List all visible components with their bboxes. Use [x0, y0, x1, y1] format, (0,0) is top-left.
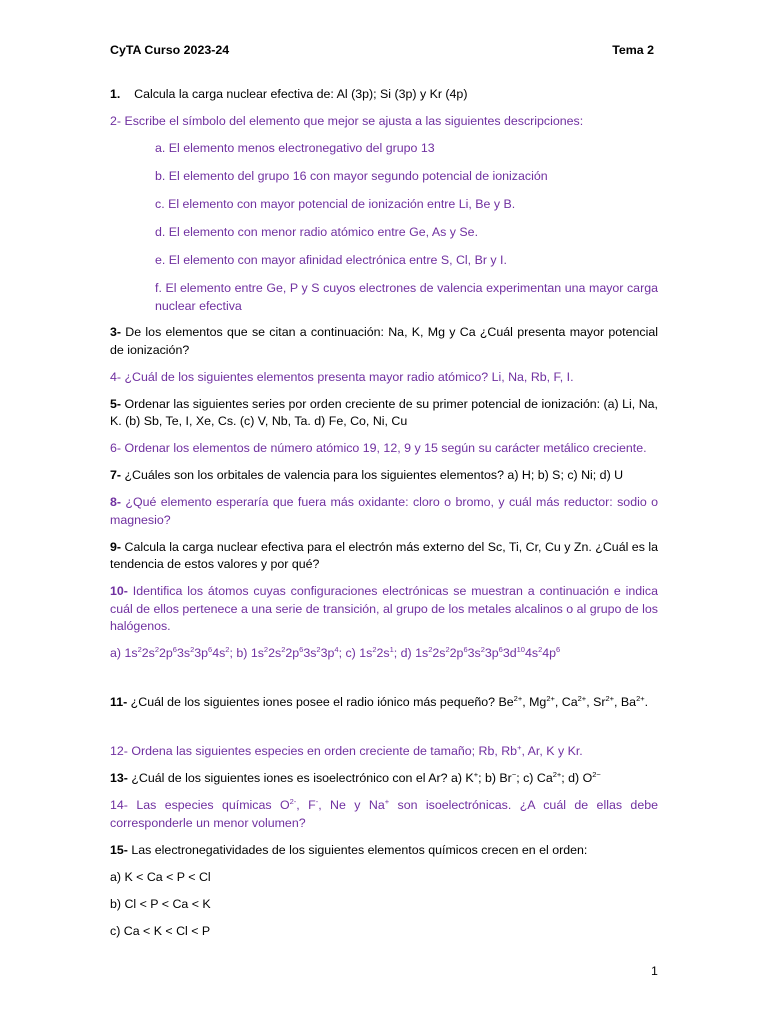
question-text: Ordenar las siguientes series por orden creciente de su primer potencial de ionización: (a) Li, Na, K. (b) Sb, Te, I, Xe, Cs. (c) V, Nb, Ta. d) Fe, Co, Ni, Cu — [110, 396, 658, 428]
superscript: 2 — [428, 644, 433, 654]
question-number: 12- — [110, 744, 128, 758]
question-number: 14- — [110, 798, 128, 812]
superscript: 2+ — [605, 693, 615, 703]
question-number: 15- — [110, 842, 128, 857]
superscript: 2+ — [513, 693, 523, 703]
question-2 — [110, 113, 658, 131]
orbital: 4s — [524, 646, 539, 660]
spacer — [110, 672, 658, 694]
header-topic: Tema 2 — [612, 43, 654, 57]
orbital: 3p — [320, 646, 335, 660]
question-text: Calcula la carga nuclear efectiva de: Al (3p); Si (3p) y Kr (4p) — [134, 87, 468, 101]
config-label: a) — [110, 646, 125, 660]
ion-symbol: Mg — [529, 695, 547, 709]
orbital: 1s — [124, 646, 138, 660]
question-7 — [110, 467, 658, 485]
question-number: 8- — [110, 495, 122, 509]
superscript: 2 — [480, 644, 485, 654]
question-10-configurations — [110, 645, 658, 663]
question-13 — [110, 770, 658, 788]
question-number: 9- — [110, 539, 122, 554]
orbital: 2p — [285, 646, 300, 660]
superscript: 2 — [445, 644, 450, 654]
electron-configurations — [110, 646, 560, 660]
ion-option: a) K — [450, 771, 474, 785]
question-15-option-c: c) Ca < K < Cl < P — [110, 923, 211, 938]
superscript: 2+ — [546, 693, 555, 703]
question-2-item-d: d. El elemento con menor radio atómico entre Ge, As y Se. — [155, 225, 479, 239]
question-number: 7- — [110, 468, 122, 482]
orbital: 1s — [250, 646, 264, 660]
separator: , — [614, 695, 621, 709]
question-number: 11- — [110, 695, 128, 709]
question-text: Escribe el símbolo del elemento que mejor se ajusta a las siguientes descripciones: — [121, 114, 584, 128]
question-11 — [110, 694, 658, 712]
question-2-item-b: b. El elemento del grupo 16 con mayor segundo potencial de ionización — [155, 169, 548, 183]
orbital: 3s — [303, 646, 317, 660]
question-text: Calcula la carga nuclear efectiva para el electrón más externo del Sc, Ti, Cr, Cu y Zn. ¿Cuál es la tendencia de estos valores y por qué? — [110, 539, 658, 571]
question-number: 3- — [110, 325, 122, 339]
superscript: 2 — [190, 644, 195, 654]
question-text: , F — [296, 798, 316, 812]
separator: , — [554, 695, 562, 709]
question-text: ¿Cuál de los siguientes iones es isoelectrónico con el Ar? — [127, 771, 451, 785]
config-label: ; d) — [393, 646, 416, 660]
config-label: ; c) — [338, 646, 360, 660]
superscript: 2+ — [552, 769, 562, 779]
question-5 — [110, 396, 658, 431]
orbital: 2s — [141, 646, 155, 660]
ion-symbol: Be — [498, 695, 514, 709]
superscript: 2 — [372, 644, 377, 654]
orbital: 3s — [176, 646, 191, 660]
ion-list — [499, 695, 649, 709]
superscript: 2 — [281, 644, 286, 654]
superscript: + — [473, 769, 479, 779]
orbital: 1s — [359, 646, 373, 660]
question-12 — [110, 743, 658, 761]
superscript: 2+ — [636, 693, 645, 703]
superscript: 6 — [556, 644, 561, 654]
question-text: Ordenar los elementos de número atómico 19, 12, 9 y 15 según su carácter metálico creciente. — [121, 441, 647, 455]
ion-symbol: Ca — [561, 695, 578, 709]
superscript: 6 — [172, 644, 177, 654]
orbital: 3d — [502, 646, 517, 660]
question-number: 6- — [110, 441, 122, 455]
question-6 — [110, 440, 658, 458]
page-number: 1 — [651, 964, 658, 978]
question-number: 13- — [110, 771, 128, 785]
ion-option: ; c) Ca — [516, 771, 553, 785]
question-text: son isoelectrónicas. ¿A cuál de ellas debe corresponderle un menor volumen? — [110, 798, 658, 830]
superscript: 10 — [516, 644, 525, 654]
question-text: ¿Cuál de los siguientes iones posee el radio iónico más pequeño? — [127, 695, 499, 709]
question-text: Identifica los átomos cuyas configuraciones electrónicas se muestran a continuación e indica cuál de ellos pertenece a una serie de transición, al grupo de los metales alcalinos o al grupo de los halógenos. — [110, 584, 658, 633]
orbital: 2s — [376, 646, 390, 660]
header-course: CyTA Curso 2023-24 — [110, 43, 230, 57]
question-number: 5- — [110, 396, 122, 411]
superscript: 2 — [225, 644, 230, 654]
question-9 — [110, 539, 658, 574]
superscript: 4 — [334, 644, 339, 654]
superscript: − — [511, 769, 517, 779]
superscript: 6 — [463, 644, 468, 654]
superscript: - — [315, 796, 319, 806]
question-8 — [110, 494, 658, 529]
question-2-item-e: e. El elemento con mayor afinidad electrónica entre S, Cl, Br y I. — [155, 253, 507, 267]
question-text: ¿Cuál de los siguientes elementos presenta mayor radio atómico? Li, Na, Rb, F, I. — [121, 369, 574, 384]
question-text-rest: , Ar, K y Kr. — [521, 744, 583, 758]
orbital: 4s — [212, 646, 226, 660]
orbital: 4p — [542, 646, 557, 660]
question-text: Las electronegatividades de los siguientes elementos químicos crecen en el orden: — [127, 842, 588, 857]
question-text: ¿Cuáles son los orbitales de valencia para los siguientes elementos? a) H; b) S; c) Ni; d) U — [121, 468, 624, 482]
superscript: + — [384, 796, 390, 806]
superscript: 2− — [592, 769, 601, 779]
orbital: 1s — [415, 646, 429, 660]
superscript: 2- — [289, 796, 297, 806]
question-1 — [110, 86, 658, 104]
question-number: 1. — [110, 87, 121, 101]
config-label: ; b) — [229, 646, 251, 660]
superscript: 2 — [538, 644, 543, 654]
orbital: 2p — [159, 646, 173, 660]
ion-symbol: Sr — [593, 695, 606, 709]
superscript: 2 — [263, 644, 269, 654]
superscript: 6 — [208, 644, 213, 654]
question-14 — [110, 797, 658, 832]
superscript: 2 — [154, 644, 159, 654]
question-text: De los elementos que se citan a continuación: Na, K, Mg y Ca ¿Cuál presenta mayor potencial de ionización? — [110, 325, 658, 357]
punctuation: . — [644, 695, 649, 709]
superscript: 2 — [137, 644, 142, 654]
orbital: 2s — [268, 646, 282, 660]
superscript: 6 — [498, 644, 503, 654]
question-2-item-c: c. El elemento con mayor potencial de ionización entre Li, Be y B. — [155, 197, 516, 211]
question-number: 4- — [110, 369, 122, 384]
separator: , — [522, 695, 530, 709]
question-number: 10- — [110, 584, 128, 598]
question-15-option-a: a) K < Ca < P < Cl — [110, 869, 211, 884]
question-text: Las especies químicas O — [127, 798, 290, 812]
question-3 — [110, 324, 658, 359]
exercise-list — [110, 86, 658, 950]
orbital: 2s — [432, 646, 446, 660]
ion-option: ; d) O — [561, 771, 593, 785]
orbital: 3p — [194, 646, 209, 660]
question-15 — [110, 842, 658, 860]
question-2-item-a: a. El elemento menos electronegativo del grupo 13 — [155, 141, 435, 155]
superscript: + — [517, 742, 522, 752]
superscript: 2 — [316, 644, 321, 654]
question-text: Ordena las siguientes especies en orden creciente de tamaño; Rb, Rb — [127, 744, 518, 758]
ion-options — [451, 771, 601, 785]
superscript: 1 — [389, 644, 394, 654]
question-number: 2- — [110, 114, 122, 128]
superscript: 2+ — [577, 693, 587, 703]
question-text: , Ne y Na — [318, 798, 385, 812]
ion-option: ; b) Br — [478, 771, 512, 785]
question-10 — [110, 583, 658, 636]
spacer — [110, 721, 658, 743]
question-2-item-f: f. El elemento entre Ge, P y S cuyos electrones de valencia experimentan una mayor carga nuclear efectiva — [155, 281, 658, 313]
separator: , — [586, 695, 594, 709]
orbital: 3s — [467, 646, 481, 660]
question-text: ¿Qué elemento esperaría que fuera más oxidante: cloro o bromo, y cuál más reductor: sodio o magnesio? — [110, 495, 658, 527]
ion-symbol: Ba — [620, 695, 637, 709]
superscript: 6 — [299, 644, 304, 654]
question-4 — [110, 369, 658, 387]
orbital: 2p — [449, 646, 464, 660]
question-15-option-b: b) Cl < P < Ca < K — [110, 896, 211, 911]
orbital: 3p — [484, 646, 499, 660]
